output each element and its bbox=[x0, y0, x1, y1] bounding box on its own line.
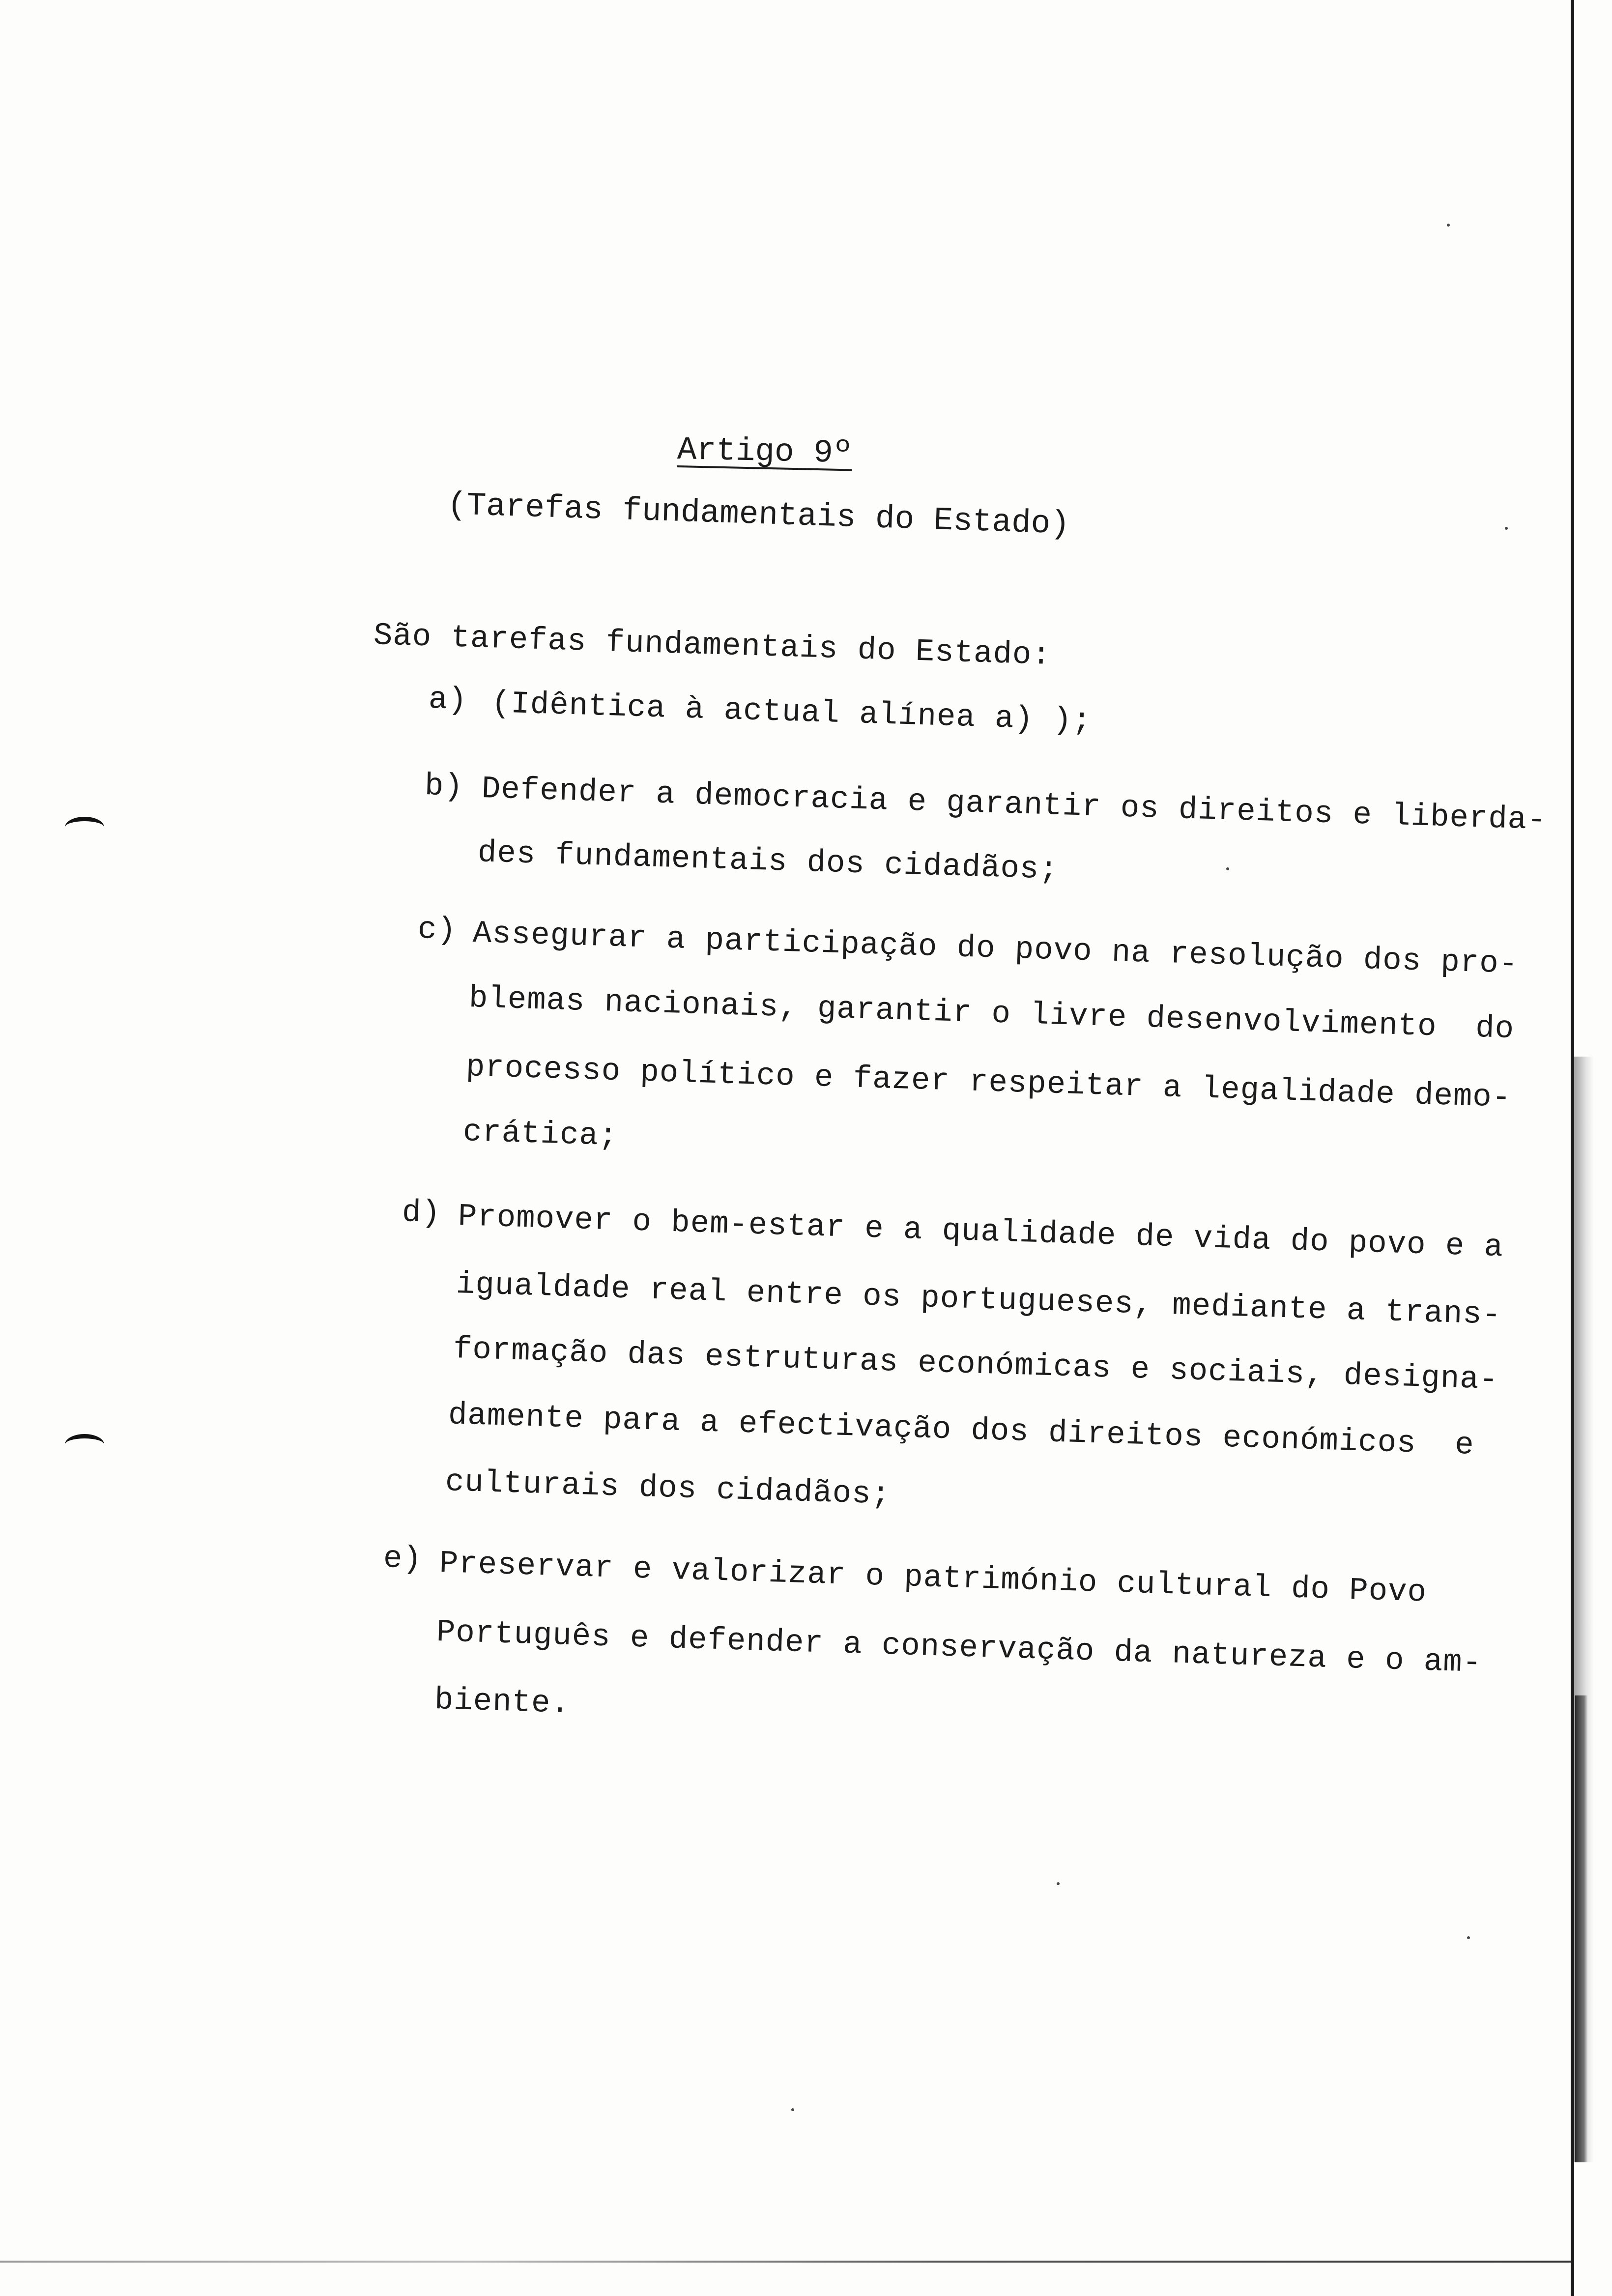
item-d-line-2: igualdade real entre os portugueses, mediante a trans- bbox=[455, 1267, 1502, 1334]
item-a-label: a) bbox=[428, 682, 468, 719]
punch-hole-mark-upper bbox=[65, 817, 104, 838]
item-d-line-4: damente para a efectivação dos direitos económicos e bbox=[447, 1398, 1475, 1464]
scan-speck bbox=[791, 2108, 794, 2111]
item-e-label: e) bbox=[382, 1541, 423, 1578]
scan-speck bbox=[1057, 1882, 1060, 1885]
item-d-line-3: formação das estruturas económicas e sociais, designa- bbox=[452, 1332, 1499, 1399]
item-a-line-1: (Idêntica à actual alínea a) ); bbox=[490, 686, 1093, 740]
scan-speck bbox=[1447, 224, 1450, 227]
item-c-line-2: blemas nacionais, garantir o livre desenvolvimento do bbox=[468, 981, 1515, 1048]
intro-text: São tarefas fundamentais do Estado: bbox=[373, 618, 1052, 674]
bottom-page-edge bbox=[0, 2261, 1571, 2263]
binding-edge bbox=[1571, 0, 1574, 2296]
item-b-line-1: Defender a democracia e garantir os direitos e liberda- bbox=[481, 772, 1547, 839]
item-e-line-3: biente. bbox=[433, 1683, 571, 1722]
article-title: Artigo 9º bbox=[677, 431, 853, 472]
item-d-line-1: Promover o bem-estar e a qualidade de vida do povo e a bbox=[457, 1199, 1504, 1266]
punch-hole-mark-lower bbox=[65, 1434, 104, 1455]
item-c-line-3: processo político e fazer respeitar a legalidade demo- bbox=[465, 1050, 1512, 1117]
scan-speck bbox=[1505, 527, 1508, 530]
item-d-label: d) bbox=[401, 1195, 441, 1232]
binding-dark-edge bbox=[1575, 1695, 1588, 2162]
item-e-line-1: Preservar e valorizar o património cultural do Povo bbox=[438, 1546, 1427, 1611]
scan-speck bbox=[1226, 867, 1229, 870]
item-c-label: c) bbox=[417, 912, 457, 949]
item-c-line-4: crática; bbox=[462, 1115, 619, 1155]
item-e-line-2: Português e defender a conservação da natureza e o am- bbox=[435, 1615, 1483, 1682]
scan-speck bbox=[1467, 1936, 1470, 1939]
item-c-line-1: Assegurar a participação do povo na resolução dos pro- bbox=[472, 916, 1519, 983]
item-b-label: b) bbox=[424, 769, 464, 805]
item-d-line-5: culturais dos cidadãos; bbox=[444, 1464, 892, 1513]
item-b-line-2: des fundamentais dos cidadãos; bbox=[477, 835, 1059, 889]
article-subtitle: (Tarefas fundamentais do Estado) bbox=[446, 487, 1070, 543]
